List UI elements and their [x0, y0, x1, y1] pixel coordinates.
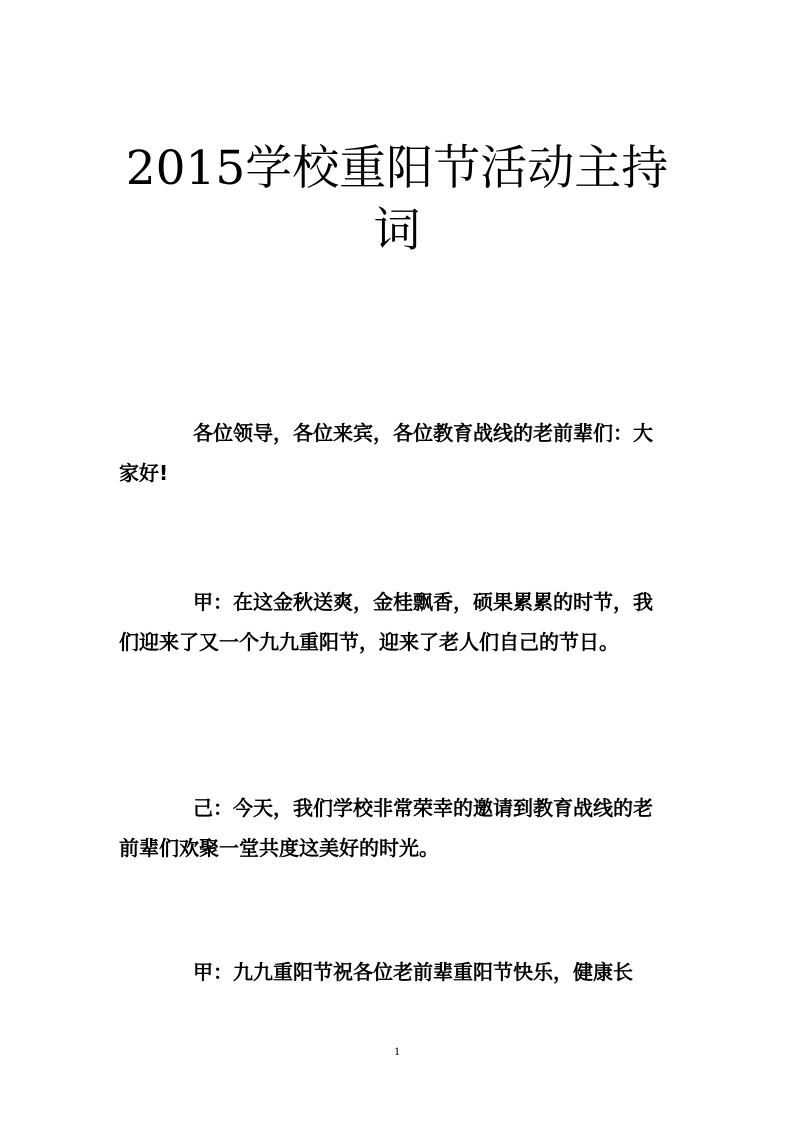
paragraph-jia-opening: 甲：在这金秋送爽，金桂飘香，硕果累累的时节，我们迎来了又一个九九重阳节，迎来了老人们自己的节日。: [119, 590, 653, 654]
document-title: 2015学校重阳节活动主持词: [125, 141, 669, 258]
page-number: 1: [394, 1044, 400, 1058]
paragraph-greeting: 各位领导，各位来宾，各位教育战线的老前辈们：大家好!: [119, 421, 653, 485]
paragraph-ji-welcome: 己：今天，我们学校非常荣幸的邀请到教育战线的老前辈们欢聚一堂共度这美好的时光。: [119, 796, 653, 860]
paragraph-jia-wishes: 甲：九九重阳节祝各位老前辈重阳节快乐，健康长: [193, 960, 633, 984]
